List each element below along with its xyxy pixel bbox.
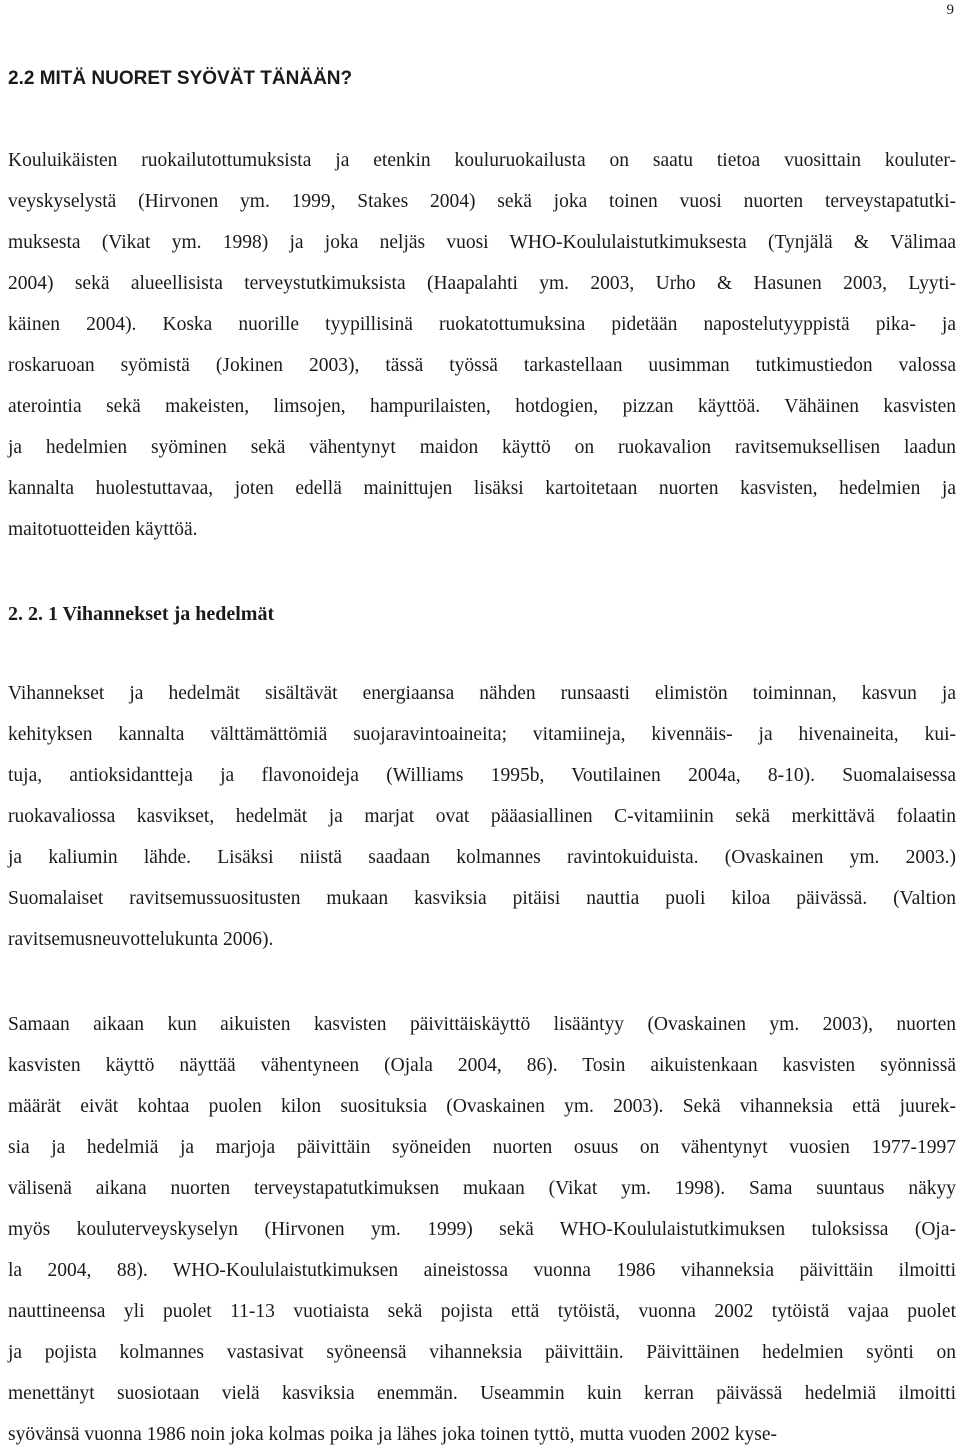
text-line: roskaruoan syömistä (Jokinen 2003), tässä työssä tarkastellaan uusimman tutkimustiedon valossa xyxy=(8,355,956,376)
page-number: 9 xyxy=(946,2,954,18)
text-line: aterointia sekä makeisten, limsojen, hampurilaisten, hotdogien, pizzan käyttöä. Vähäinen kasvisten xyxy=(8,396,956,417)
text-line: Kouluikäisten ruokailutottumuksista ja etenkin kouluruokailusta on saatu tietoa vuosittain kouluter- xyxy=(8,150,956,171)
text-line: käinen 2004). Koska nuorille tyypillisinä ruokatottumuksina pidetään napostelutyyppistä pika- ja xyxy=(8,314,956,335)
text-line: sia ja hedelmiä ja marjoja päivittäin syöneiden nuorten osuus on vähentynyt vuosien 1977-1997 xyxy=(8,1137,956,1158)
paragraph-3 xyxy=(8,1004,956,1455)
text-line: ja kaliumin lähde. Lisäksi niistä saadaan kolmannes ravintokuiduista. (Ovaskainen ym. 2003.) xyxy=(8,847,956,868)
text-line: la 2004, 88). WHO-Koululaistutkimuksen aineistossa vuonna 1986 vihanneksia päivittäin ilmoitti xyxy=(8,1260,956,1281)
subsection-heading: 2. 2. 1 Vihannekset ja hedelmät xyxy=(8,603,275,625)
text-line: kasvisten käyttö näyttää vähentyneen (Ojala 2004, 86). Tosin aikuistenkaan kasvisten syönnissä xyxy=(8,1055,956,1076)
text-line: kannalta huolestuttavaa, joten edellä mainittujen lisäksi kartoitetaan nuorten kasvisten, hedelmien ja xyxy=(8,478,956,499)
text-line: tuja, antioksidantteja ja flavonoideja (Williams 1995b, Voutilainen 2004a, 8-10). Suomalaisessa xyxy=(8,765,956,786)
text-line: ja hedelmien syöminen sekä vähentynyt maidon käyttö on ruokavalion ravitsemuksellisen laadun xyxy=(8,437,956,458)
text-line: ja pojista kolmannes vastasivat syöneensä vihanneksia päivittäin. Päivittäinen hedelmien syönti on xyxy=(8,1342,956,1363)
text-line: välisenä aikana nuorten terveystapatutkimuksen mukaan (Vikat ym. 1998). Sama suuntaus näkyy xyxy=(8,1178,956,1199)
paragraph-1 xyxy=(8,140,956,550)
text-line: menettänyt suosiotaan vielä kasviksia enemmän. Useammin kuin kerran päivässä hedelmiä ilmoitti xyxy=(8,1383,956,1404)
text-line: määrät eivät kohtaa puolen kilon suosituksia (Ovaskainen ym. 2003). Sekä vihanneksia että juurek- xyxy=(8,1096,956,1117)
text-line: nauttineensa yli puolet 11-13 vuotiaista sekä pojista että tytöistä, vuonna 2002 tytöistä vajaa puolet xyxy=(8,1301,956,1322)
text-line: muksesta (Vikat ym. 1998) ja joka neljäs vuosi WHO-Koululaistutkimuksesta (Tynjälä & Välimaa xyxy=(8,232,956,253)
text-line: Suomalaiset ravitsemussuositusten mukaan kasviksia pitäisi nauttia puoli kiloa päivässä. (Valtion xyxy=(8,888,956,909)
section-heading: 2.2 MITÄ NUORET SYÖVÄT TÄNÄÄN? xyxy=(8,68,353,89)
text-line: 2004) sekä alueellisista terveystutkimuksista (Haapalahti ym. 2003, Urho & Hasunen 2003, Lyyti- xyxy=(8,273,956,294)
paragraph-2 xyxy=(8,673,956,960)
text-line: veyskyselystä (Hirvonen ym. 1999, Stakes 2004) sekä joka toinen vuosi nuorten terveystapatutki- xyxy=(8,191,956,212)
text-line: myös kouluterveyskyselyn (Hirvonen ym. 1999) sekä WHO-Koululaistutkimuksen tuloksissa (Oja- xyxy=(8,1219,956,1240)
text-line: Vihannekset ja hedelmät sisältävät energiaansa nähden runsaasti elimistön toiminnan, kasvun ja xyxy=(8,683,956,704)
text-line: ravitsemusneuvottelukunta 2006). xyxy=(8,929,274,950)
text-line: syövänsä vuonna 1986 noin joka kolmas poika ja lähes joka toinen tyttö, mutta vuoden 2002 kyse- xyxy=(8,1424,778,1445)
text-line: maitotuotteiden käyttöä. xyxy=(8,519,198,540)
text-line: Samaan aikaan kun aikuisten kasvisten päivittäiskäyttö lisääntyy (Ovaskainen ym. 2003), nuorten xyxy=(8,1014,956,1035)
text-line: ruokavaliossa kasvikset, hedelmät ja marjat ovat pääasiallinen C-vitamiinin sekä merkittävä folaatin xyxy=(8,806,956,827)
text-line: kehityksen kannalta välttämättömiä suojaravintoaineita; vitamiineja, kivennäis- ja hivenaineita, kui- xyxy=(8,724,956,745)
